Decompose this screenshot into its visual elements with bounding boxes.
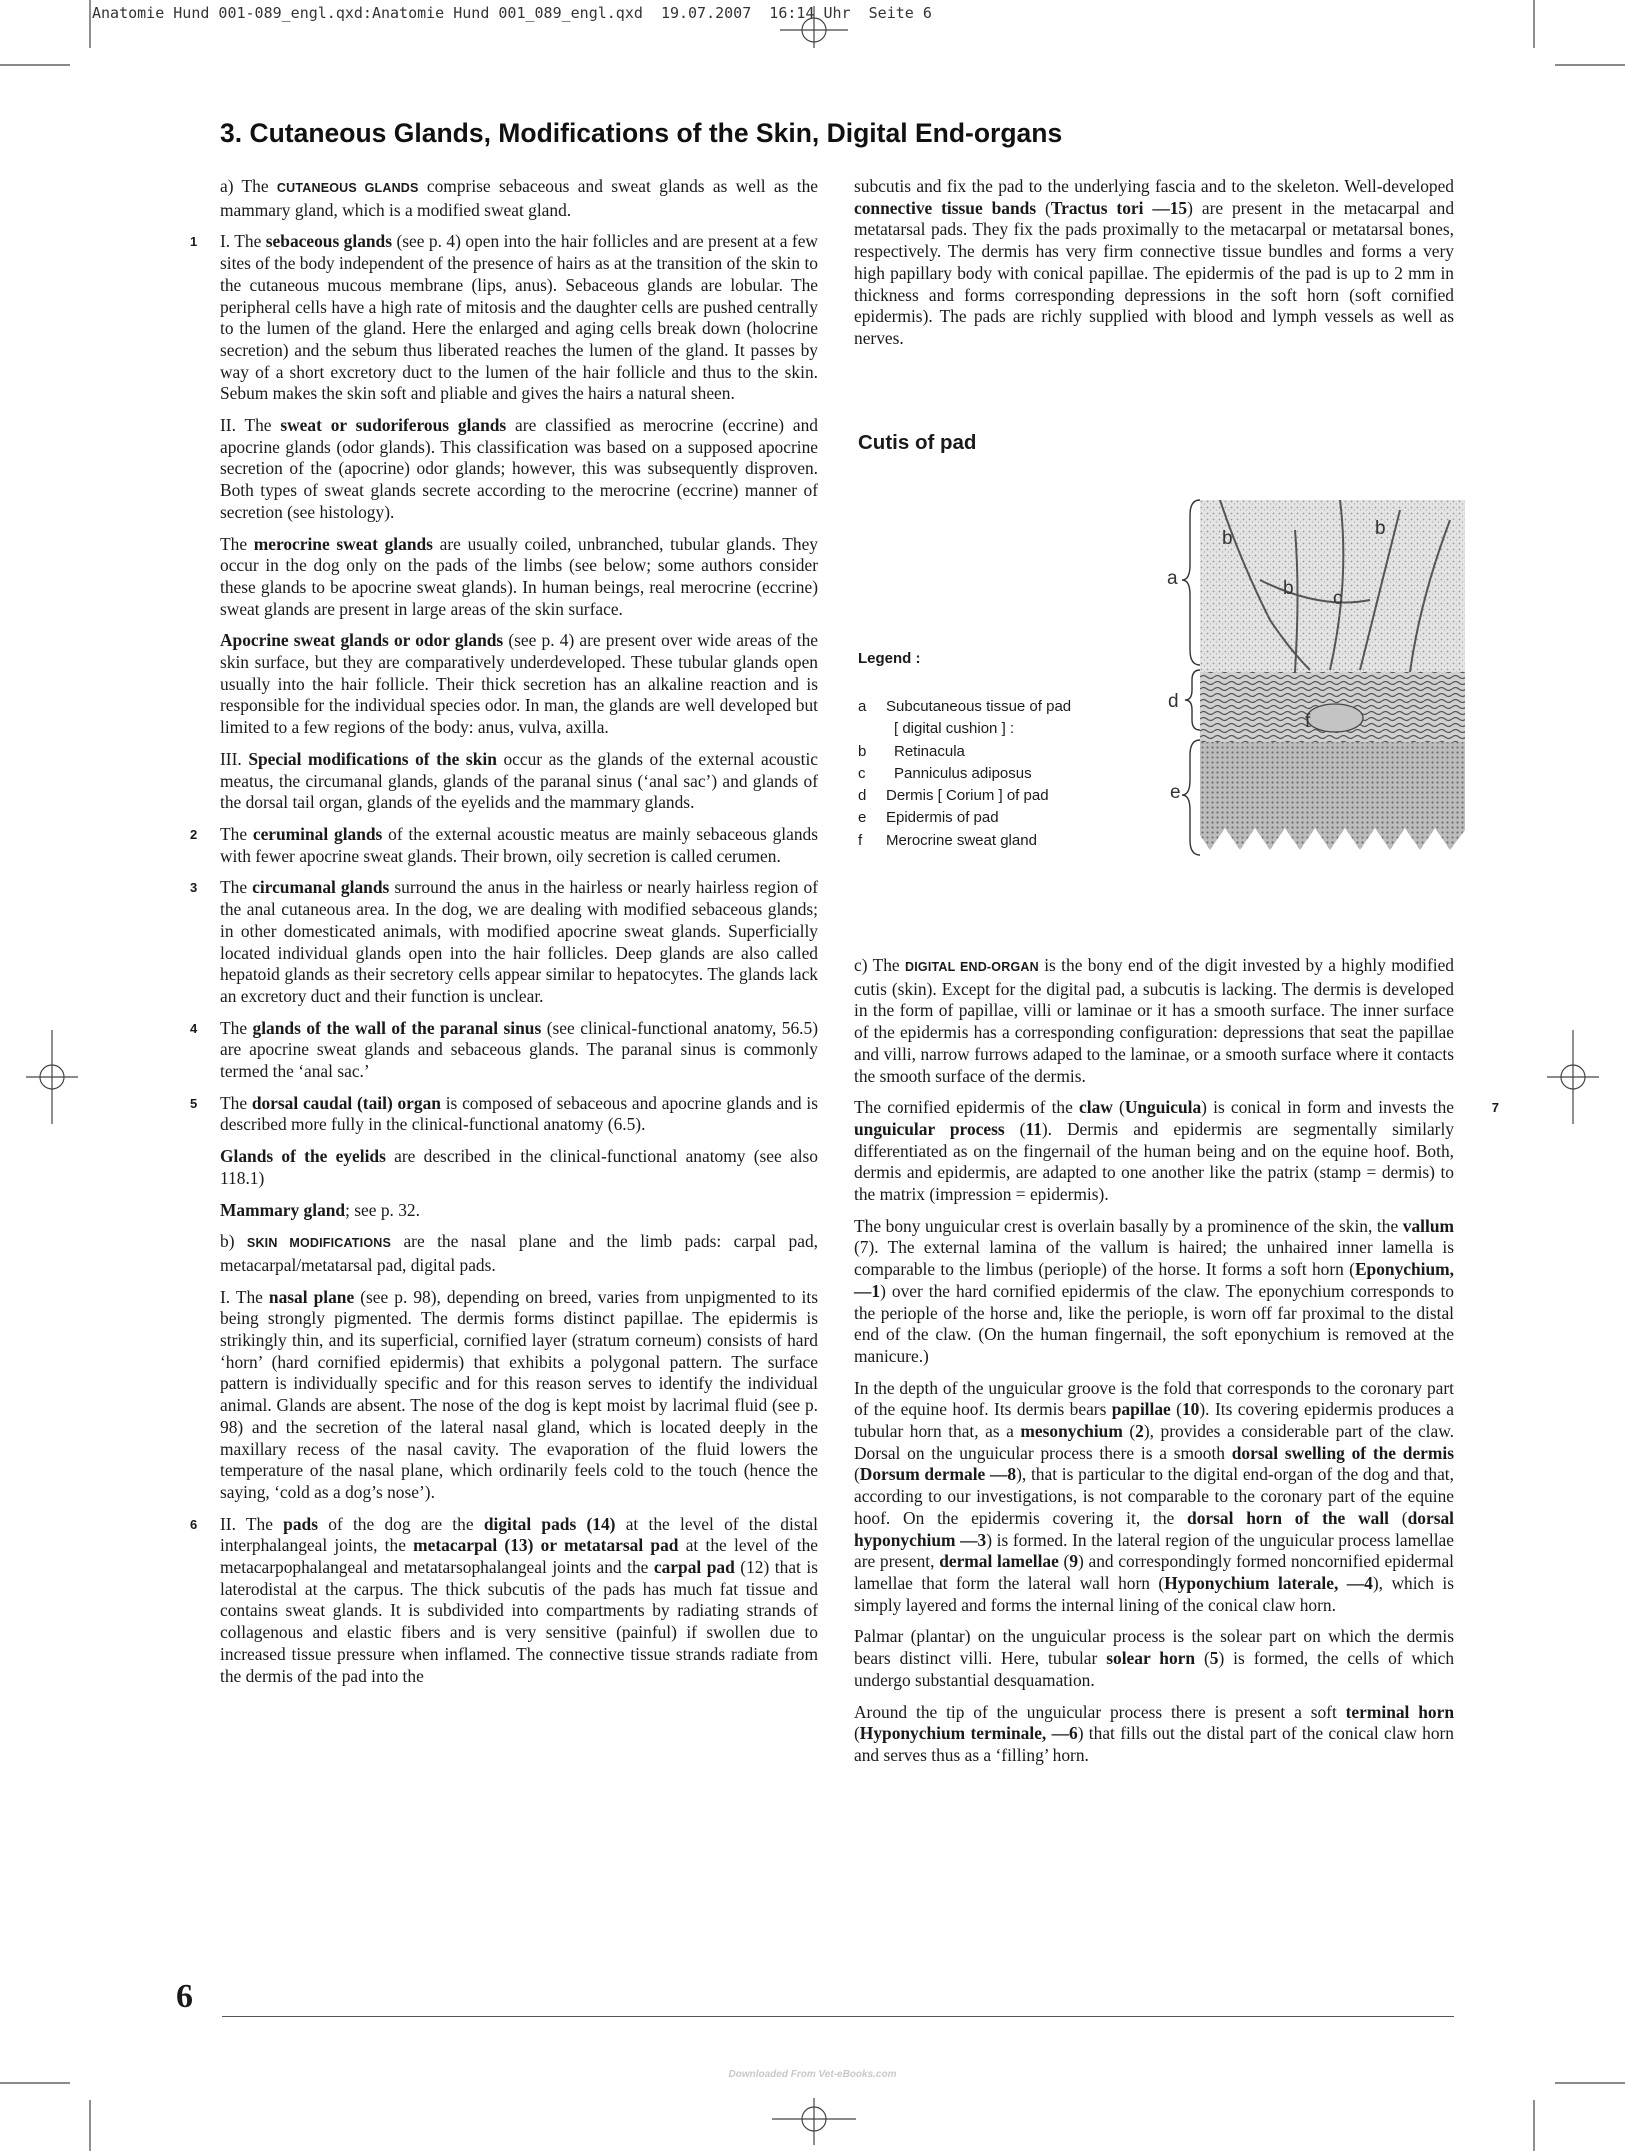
paragraph-merocrine: The merocrine sweat glands are usually coiled, unbranched, tubular glands. They occur in the dog only on the pads of the limbs (see below; some authors consider these glands to be apocrine sweat glands). In human beings, real merocrine (eccrine) sweat glands are present in large areas of the skin surface. — [220, 533, 818, 619]
paragraph-solear: Palmar (plantar) on the unguicular process is the solear part on which the dermis bears distinct villi. Here, tubular solear horn (5) is formed, the cells of which undergo substantial desquamation. — [854, 1626, 1455, 1690]
legend-item — [858, 696, 1158, 718]
margin-number: 5 — [190, 1095, 198, 1111]
page-number: 6 — [176, 1978, 193, 2015]
legend-item — [858, 830, 1158, 852]
legend-key: f — [858, 831, 863, 849]
legend-key: e — [858, 809, 867, 827]
paragraph-circumanal: 3 The circumanal glands surround the anus in the hairless or nearly hairless region of the anal cutaneous area. In the dog, we are dealing with modified sebaceous glands; in other domesticated animals, with modified apocrine sweat glands. Superficially located individual glands open into the hair follicles. Deep glands are also called hepatoid glands as their secretory cells appear similar to hepatocytes. The glands lack an excretory duct and their function is unclear. — [190, 877, 818, 1006]
legend-item — [858, 785, 1158, 807]
legend-text: [ digital cushion ] : — [894, 720, 1015, 738]
figure-legend — [858, 696, 1158, 852]
legend-key — [858, 718, 886, 740]
legend-key: d — [858, 787, 867, 805]
paragraph-ceruminal: 2 The ceruminal glands of the external acoustic meatus are mainly sebaceous glands with fewer apocrine sweat glands. Their brown, oily secretion is called cerumen. — [190, 823, 819, 866]
footer-rule — [222, 2016, 1454, 2017]
legend-text: Retinacula — [894, 742, 965, 760]
paragraph-mammary: Mammary gland; see p. 32. — [220, 1199, 420, 1220]
label-a: a — [1167, 568, 1178, 589]
legend-key: a — [858, 698, 867, 715]
right-column-bottom — [854, 955, 1499, 1777]
legend-text: Epidermis of pad — [886, 809, 999, 827]
legend-text: Panniculus adiposus — [894, 764, 1032, 782]
subcutaneous-layer — [1200, 500, 1465, 672]
legend-text: Dermis [ Corium ] of pad — [886, 787, 1049, 805]
paragraph-skin-modifications: b) SKIN MODIFICATIONS are the nasal plane and the limb pads: carpal pad, metacarpal/metatarsal pad, digital pads. — [220, 1231, 818, 1275]
paragraph-terminal-horn: Around the tip of the unguicular process there is present a soft terminal horn (Hyponychium terminale, —6) that fills out the distal part of the conical claw horn and serves thus as a ‘filling’ horn. — [854, 1701, 1455, 1765]
paragraph-nasal-plane: I. The nasal plane (see p. 98), depending on breed, varies from unpigmented to its being strongly pigmented. The dermis forms distinct papillae. The epidermis is strikingly thin, and its superficial, cornified layer (stratum corneum) consists of hard ‘horn’ (hard cornified epidermis) that exhibits a polygonal pattern. The surface pattern is individually specific and for this reason serves to identify the individual animal. Glands are absent. The nose of the dog is kept moist by lacrimal fluid (see p. 98) and the secretion of the lateral nasal gland, which is located deeply in the maxillary recess of the nasal cavity. The evaporation of the fluid lowers the temperature of the nasal plane, which ordinarily feels cold to the touch (hence the saying, ‘cold as a dog’s nose’). — [220, 1286, 818, 1502]
label-e: e — [1170, 782, 1181, 803]
paragraph-sweat-glands: II. The sweat or sudoriferous glands are classified as merocrine (eccrine) and apocrine glands (odor glands). This classification was based on a supposed apocrine secretion of the (apocrine) odor glands; however, this was subsequently disproven. Both types of sweat glands secrete according to the merocrine (eccrine) manner of secretion (see histology). — [220, 415, 818, 522]
left-column — [190, 176, 819, 1697]
margin-number: 4 — [190, 1020, 198, 1036]
epidermis-layer — [1200, 742, 1465, 850]
legend-item — [858, 807, 1158, 829]
margin-number: 2 — [190, 826, 198, 842]
paragraph-tail-organ: 5 The dorsal caudal (tail) organ is composed of sebaceous and apocrine glands and is described more fully in the clinical-functional anatomy (6.5). — [190, 1092, 818, 1135]
right-column-top — [854, 176, 1454, 360]
paragraph-paranal-sinus: 4 The glands of the wall of the paranal sinus (see clinical-functional anatomy, 56.5) are apocrine sweat glands and sebaceous glands. The paranal sinus is commonly termed the ‘anal sac.’ — [190, 1017, 819, 1082]
sweat-gland — [1307, 704, 1363, 732]
paragraph-claw: 7 The cornified epidermis of the claw (Unguicula) is conical in form and invests the unguicular process (11). Dermis and epidermis are segmentally similarly differentiated as on the fingernail of the human being and on the equine hoof. Both, dermis and epidermis, are adapted to one another like the patrix (stamp = dermis) to the matrix (impression = epidermis). — [854, 1097, 1499, 1205]
paragraph-special-modifications: III. Special modifications of the skin occur as the glands of the external acoustic meatus, the circumanal glands, glands of the paranal sinus (‘anal sac’) and glands of the dorsal tail organ, glands of the eyelids and the mammary glands. — [220, 748, 818, 813]
paragraph-unguicular-groove: In the depth of the unguicular groove is the fold that corresponds to the coronary part of the equine hoof. Its dermis bears papillae (10). Its covering epidermis produces a tubular horn that, as a mesonychium (2), provides a considerable part of the claw. Dorsal on the unguicular process there is a smooth dorsal swelling of the dermis (Dorsum dermale —8), that is particular to the digital end-organ of the dog and that, according to our investigations, is not comparable to the coronary part of the equine hoof. On the epidermis covering it, the dorsal horn of the wall (dorsal hyponychium —3) is formed. In the lateral region of the unguicular process lamellae are present, dermal lamellae (9) and correspondingly formed noncornified epidermal lamellae that form the lateral wall horn (Hyponychium laterale, —4), which is simply layered and forms the internal lining of the conical claw horn. — [854, 1377, 1455, 1615]
label-c: c — [1333, 588, 1343, 609]
legend-text: Merocrine sweat gland — [886, 831, 1037, 849]
figure-title: Cutis of pad — [858, 431, 977, 454]
margin-number: 7 — [1491, 1100, 1499, 1116]
print-header: Anatomie Hund 001-089_engl.qxd:Anatomie Hund 001_089_engl.qxd 19.07.2007 16:14 Uhr Seite 6 — [92, 4, 932, 22]
legend-text: Subcutaneous tissue of pad — [886, 698, 1072, 715]
cutis-of-pad-illustration — [1200, 500, 1465, 860]
paragraph-digital-end-organ: c) The DIGITAL END-ORGAN is the bony end of the digit invested by a highly modified cutis (skin). Except for the digital pad, a subcutis is lacking. The dermis is developed in the form of papillae, villi or laminae or it has a smooth surface. The inner surface of the epidermis has a corresponding configuration: depressions that seat the papillae and villi, narrow furrows adaped to the laminae, or a smooth surface where it contacts the smooth surface of the dermis. — [854, 955, 1454, 1086]
label-b-2: b — [1375, 518, 1386, 539]
label-b-3: b — [1283, 578, 1294, 599]
legend-item — [858, 763, 1158, 785]
paragraph-pad-continued: subcutis and fix the pad to the underlying fascia and to the skeleton. Well-developed connective tissue bands (Tractus tori —15) are present in the metacarpal and metatarsal pads. They fix the pads proximally to the metacarpal or metatarsal bones, respectively. The dermis has very firm connective tissue bundles and forms a very high papillary body with conical papillae. The epidermis of the pad is up to 2 mm in thickness and forms corresponding depressions in the soft horn (soft cornified epidermis). The pads are richly supplied with blood and lymph vessels as well as nerves. — [854, 176, 1455, 348]
paragraph-cutaneous-glands: a) The CUTANEOUS GLANDS comprise sebaceous and sweat glands as well as the mammary gland, which is a modified sweat gland. — [220, 176, 818, 220]
margin-number: 6 — [190, 1516, 198, 1532]
paragraph-eyelids: Glands of the eyelids are described in the clinical-functional anatomy (see also 118.1) — [220, 1146, 818, 1188]
paragraph-apocrine: Apocrine sweat glands or odor glands (see p. 4) are present over wide areas of the skin surface, but they are comparatively underdeveloped. These tubular glands open usually into the hair follicle. Their thick secretion has an alkaline reaction and is responsible for the individual species odor. In man, the glands are well developed but limited to a few regions of the body: anus, vulva, axilla. — [220, 630, 819, 738]
paragraph-pads: 6 II. The pads of the dog are the digital pads (14) at the level of the distal interphalangeal joints, the metacarpal (13) or metatarsal pad at the level of the metacarpophalangeal and metatarsophalangeal joints and the carpal pad (12) that is laterodistal at the carpus. The thick subcutis of the pads has much fat tissue and contains sweat glands. It is subdivided into compartments by radiating strands of collagenous and elastic fibers and is very sensitive (painful) if swollen due to increased tissue pressure when inflamed. The connective tissue strands radiate from the dermis of the pad into the — [190, 1513, 818, 1686]
legend-title: Legend : — [858, 650, 921, 667]
legend-key: b — [858, 742, 867, 760]
margin-number: 3 — [190, 880, 198, 896]
label-b: b — [1222, 528, 1233, 549]
margin-number: 1 — [190, 234, 198, 250]
watermark: Downloaded From Vet-eBooks.com — [728, 2069, 897, 2080]
page-title: 3. Cutaneous Glands, Modifications of the Skin, Digital End-organs — [220, 118, 1063, 148]
legend-item — [858, 718, 1158, 740]
label-f: f — [1305, 711, 1311, 732]
paragraph-vallum: The bony unguicular crest is overlain basally by a prominence of the skin, the vallum (7). The external lamina of the vallum is haired; the unhaired inner lamella is comparable to the limbus (periople) of the horse. It forms a soft horn (Eponychium, —1) over the hard cornified epidermis of the claw. The eponychium corresponds to the periople of the horse and, like the periople, is worn off far proximal to the distal end of the claw. (On the human fingernail, the soft eponychium is removed at the manicure.) — [854, 1215, 1454, 1366]
paragraph-sebaceous-glands: 1 I. The sebaceous glands (see p. 4) open into the hair follicles and are present at a few sites of the body independent of the presence of hairs as at the transition of the skin to the cutaneous mucous membrane (lips, anus). Sebaceous glands are lobular. The peripheral cells have a high rate of mitosis and the daughter cells are pushed centrally to the lumen of the gland. Here the enlarged and aging cells break down (holocrine secretion) and the sebum thus liberated reaches the lumen of the gland. It passes by way of a short excretory duct to the lumen of the hair follicle and thus to the skin. Sebum makes the skin soft and pliable and gives the hairs a natural sheen. — [190, 231, 818, 404]
label-d: d — [1168, 691, 1179, 712]
legend-key: c — [858, 764, 866, 782]
legend-item — [858, 741, 1158, 763]
